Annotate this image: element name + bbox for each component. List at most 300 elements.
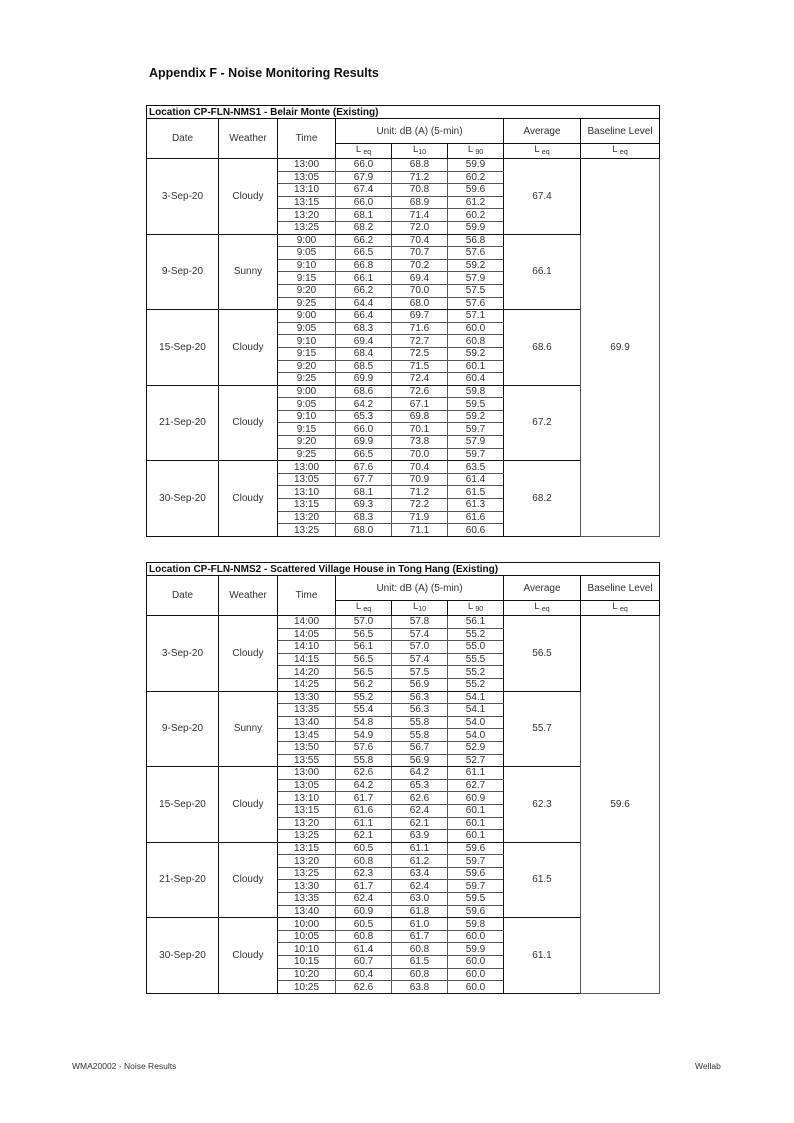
l10-cell: 71.9 [392, 511, 448, 524]
leq-cell: 60.9 [336, 905, 392, 918]
time-cell: 9:20 [278, 284, 336, 297]
l10-cell: 63.0 [392, 893, 448, 906]
l90-cell: 63.5 [448, 461, 504, 474]
weather-cell: Sunny [219, 691, 278, 767]
leq-cell: 66.2 [336, 284, 392, 297]
leq-cell: 56.2 [336, 678, 392, 691]
subheader-leq: L $_{eq}$ [336, 601, 392, 616]
l90-cell: 59.9 [448, 159, 504, 172]
time-cell: 13:45 [278, 729, 336, 742]
l90-cell: 61.2 [448, 196, 504, 209]
leq-cell: 55.8 [336, 754, 392, 767]
average-cell: 68.2 [504, 461, 581, 537]
leq-cell: 56.1 [336, 641, 392, 654]
leq-cell: 66.0 [336, 196, 392, 209]
subheader-leq: L $_{eq}$ [336, 144, 392, 159]
leq-cell: 68.0 [336, 524, 392, 537]
l90-cell: 61.5 [448, 486, 504, 499]
time-cell: 9:00 [278, 310, 336, 323]
subheader-l10: $L_{10}$ [392, 601, 448, 616]
l90-cell: 57.6 [448, 297, 504, 310]
leq-cell: 54.8 [336, 716, 392, 729]
l10-cell: 70.8 [392, 184, 448, 197]
time-cell: 9:25 [278, 448, 336, 461]
time-cell: 9:10 [278, 335, 336, 348]
l10-cell: 71.2 [392, 486, 448, 499]
leq-cell: 60.4 [336, 968, 392, 981]
l10-cell: 57.4 [392, 653, 448, 666]
l10-cell: 61.2 [392, 855, 448, 868]
leq-cell: 64.2 [336, 779, 392, 792]
leq-cell: 62.3 [336, 867, 392, 880]
time-cell: 13:00 [278, 767, 336, 780]
header-baseline: Baseline Level [581, 576, 660, 601]
leq-cell: 60.5 [336, 918, 392, 931]
l90-cell: 60.9 [448, 792, 504, 805]
l90-cell: 60.0 [448, 956, 504, 969]
l10-cell: 72.5 [392, 347, 448, 360]
leq-cell: 64.2 [336, 398, 392, 411]
time-cell: 13:05 [278, 473, 336, 486]
weather-cell: Cloudy [219, 310, 278, 386]
l90-cell: 60.1 [448, 817, 504, 830]
time-cell: 14:05 [278, 628, 336, 641]
leq-cell: 54.9 [336, 729, 392, 742]
l90-cell: 55.2 [448, 666, 504, 679]
l90-cell: 59.9 [448, 221, 504, 234]
leq-cell: 68.3 [336, 511, 392, 524]
l10-cell: 57.5 [392, 666, 448, 679]
leq-cell: 62.6 [336, 767, 392, 780]
time-cell: 13:25 [278, 830, 336, 843]
l10-cell: 61.1 [392, 842, 448, 855]
time-cell: 10:15 [278, 956, 336, 969]
leq-cell: 65.3 [336, 410, 392, 423]
l90-cell: 54.0 [448, 716, 504, 729]
l10-cell: 69.8 [392, 410, 448, 423]
leq-cell: 68.6 [336, 385, 392, 398]
leq-cell: 57.0 [336, 616, 392, 629]
average-cell: 55.7 [504, 691, 581, 767]
l10-cell: 61.8 [392, 905, 448, 918]
leq-cell: 66.5 [336, 448, 392, 461]
l10-cell: 55.8 [392, 729, 448, 742]
l10-cell: 57.0 [392, 641, 448, 654]
time-cell: 13:35 [278, 893, 336, 906]
leq-cell: 60.7 [336, 956, 392, 969]
date-cell: 3-Sep-20 [147, 159, 219, 235]
time-cell: 13:20 [278, 817, 336, 830]
l10-cell: 69.7 [392, 310, 448, 323]
l90-cell: 60.0 [448, 968, 504, 981]
l90-cell: 52.9 [448, 741, 504, 754]
l90-cell: 59.7 [448, 423, 504, 436]
l10-cell: 68.8 [392, 159, 448, 172]
l90-cell: 61.4 [448, 473, 504, 486]
l90-cell: 59.8 [448, 918, 504, 931]
l10-cell: 63.9 [392, 830, 448, 843]
l10-cell: 62.1 [392, 817, 448, 830]
leq-cell: 56.5 [336, 628, 392, 641]
l90-cell: 61.1 [448, 767, 504, 780]
leq-cell: 67.9 [336, 171, 392, 184]
time-cell: 13:25 [278, 867, 336, 880]
l10-cell: 71.5 [392, 360, 448, 373]
time-cell: 13:05 [278, 779, 336, 792]
l90-cell: 61.6 [448, 511, 504, 524]
l10-cell: 55.8 [392, 716, 448, 729]
table-row [147, 159, 660, 172]
l90-cell: 59.7 [448, 880, 504, 893]
date-cell: 9-Sep-20 [147, 234, 219, 310]
l10-cell: 61.5 [392, 956, 448, 969]
leq-cell: 56.5 [336, 653, 392, 666]
time-cell: 13:55 [278, 754, 336, 767]
time-cell: 13:10 [278, 792, 336, 805]
l90-cell: 57.6 [448, 247, 504, 260]
page-title: Appendix F - Noise Monitoring Results [149, 66, 379, 80]
time-cell: 13:20 [278, 855, 336, 868]
l10-cell: 65.3 [392, 779, 448, 792]
date-cell: 9-Sep-20 [147, 691, 219, 767]
date-cell: 30-Sep-20 [147, 918, 219, 994]
time-cell: 10:25 [278, 981, 336, 994]
date-cell: 15-Sep-20 [147, 310, 219, 386]
l90-cell: 54.0 [448, 729, 504, 742]
l90-cell: 57.1 [448, 310, 504, 323]
l90-cell: 54.1 [448, 691, 504, 704]
l90-cell: 59.6 [448, 184, 504, 197]
l90-cell: 59.6 [448, 905, 504, 918]
l90-cell: 55.2 [448, 678, 504, 691]
l10-cell: 72.6 [392, 385, 448, 398]
leq-cell: 69.9 [336, 373, 392, 386]
l10-cell: 56.9 [392, 678, 448, 691]
l10-cell: 64.2 [392, 767, 448, 780]
time-cell: 13:00 [278, 159, 336, 172]
l90-cell: 56.8 [448, 234, 504, 247]
l10-cell: 56.9 [392, 754, 448, 767]
time-cell: 13:20 [278, 511, 336, 524]
time-cell: 9:25 [278, 373, 336, 386]
l90-cell: 59.6 [448, 867, 504, 880]
time-cell: 13:05 [278, 171, 336, 184]
l90-cell: 52.7 [448, 754, 504, 767]
subheader-baseline-leq: L $_{eq}$ [581, 144, 660, 159]
table-body [147, 616, 660, 994]
noise-table-nms2 [146, 562, 660, 994]
average-cell: 62.3 [504, 767, 581, 843]
weather-cell: Cloudy [219, 385, 278, 461]
subheader-l10: $L_{10}$ [392, 144, 448, 159]
time-cell: 9:10 [278, 410, 336, 423]
l10-cell: 67.1 [392, 398, 448, 411]
l10-cell: 60.8 [392, 968, 448, 981]
footer-document-ref: WMA20002 - Noise Results [72, 1061, 177, 1071]
time-cell: 9:15 [278, 347, 336, 360]
time-cell: 13:35 [278, 704, 336, 717]
average-cell: 61.1 [504, 918, 581, 994]
l10-cell: 71.4 [392, 209, 448, 222]
weather-cell: Sunny [219, 234, 278, 310]
l10-cell: 70.0 [392, 448, 448, 461]
leq-cell: 61.1 [336, 817, 392, 830]
time-cell: 13:15 [278, 804, 336, 817]
l90-cell: 60.1 [448, 360, 504, 373]
time-cell: 10:00 [278, 918, 336, 931]
l90-cell: 59.2 [448, 347, 504, 360]
l10-cell: 61.0 [392, 918, 448, 931]
time-cell: 9:05 [278, 322, 336, 335]
time-cell: 13:00 [278, 461, 336, 474]
l10-cell: 71.6 [392, 322, 448, 335]
weather-cell: Cloudy [219, 767, 278, 843]
l10-cell: 70.4 [392, 234, 448, 247]
l10-cell: 70.9 [392, 473, 448, 486]
time-cell: 10:20 [278, 968, 336, 981]
l90-cell: 59.7 [448, 855, 504, 868]
header-weather: Weather [219, 576, 278, 616]
leq-cell: 60.5 [336, 842, 392, 855]
time-cell: 13:50 [278, 741, 336, 754]
time-cell: 9:00 [278, 234, 336, 247]
l90-cell: 60.1 [448, 804, 504, 817]
average-cell: 56.5 [504, 616, 581, 692]
time-cell: 10:05 [278, 930, 336, 943]
l10-cell: 72.0 [392, 221, 448, 234]
leq-cell: 67.7 [336, 473, 392, 486]
l90-cell: 60.0 [448, 981, 504, 994]
l10-cell: 73.8 [392, 436, 448, 449]
leq-cell: 68.1 [336, 209, 392, 222]
header-weather: Weather [219, 119, 278, 159]
header-baseline: Baseline Level [581, 119, 660, 144]
weather-cell: Cloudy [219, 461, 278, 537]
subheader-baseline-leq: L $_{eq}$ [581, 601, 660, 616]
time-cell: 9:05 [278, 247, 336, 260]
leq-cell: 61.7 [336, 880, 392, 893]
leq-cell: 60.8 [336, 930, 392, 943]
header-date: Date [147, 119, 219, 159]
l10-cell: 56.3 [392, 704, 448, 717]
leq-cell: 68.2 [336, 221, 392, 234]
l10-cell: 72.4 [392, 373, 448, 386]
leq-cell: 55.2 [336, 691, 392, 704]
l90-cell: 59.5 [448, 893, 504, 906]
l10-cell: 72.7 [392, 335, 448, 348]
l10-cell: 70.0 [392, 284, 448, 297]
leq-cell: 67.6 [336, 461, 392, 474]
time-cell: 9:25 [278, 297, 336, 310]
l10-cell: 71.1 [392, 524, 448, 537]
time-cell: 13:20 [278, 209, 336, 222]
l90-cell: 62.7 [448, 779, 504, 792]
leq-cell: 67.4 [336, 184, 392, 197]
table-row [147, 616, 660, 629]
header-average: Average [504, 119, 581, 144]
date-cell: 21-Sep-20 [147, 385, 219, 461]
time-cell: 9:10 [278, 259, 336, 272]
time-cell: 13:10 [278, 184, 336, 197]
leq-cell: 62.6 [336, 981, 392, 994]
subheader-l90: L $_{90}$ [448, 144, 504, 159]
header-unit: Unit: dB (A) (5-min) [336, 119, 504, 144]
header-time: Time [278, 119, 336, 159]
leq-cell: 61.6 [336, 804, 392, 817]
time-cell: 13:25 [278, 524, 336, 537]
weather-cell: Cloudy [219, 616, 278, 692]
l90-cell: 60.8 [448, 335, 504, 348]
subheader-l90: L $_{90}$ [448, 601, 504, 616]
location-title: Location CP-FLN-NMS1 - Belair Monte (Existing) [147, 106, 660, 119]
leq-cell: 56.5 [336, 666, 392, 679]
l10-cell: 70.4 [392, 461, 448, 474]
leq-cell: 69.9 [336, 436, 392, 449]
time-cell: 14:00 [278, 616, 336, 629]
date-cell: 15-Sep-20 [147, 767, 219, 843]
l10-cell: 60.8 [392, 943, 448, 956]
average-cell: 68.6 [504, 310, 581, 386]
l90-cell: 59.5 [448, 398, 504, 411]
time-cell: 13:30 [278, 691, 336, 704]
time-cell: 13:30 [278, 880, 336, 893]
l10-cell: 70.7 [392, 247, 448, 260]
l10-cell: 72.2 [392, 499, 448, 512]
leq-cell: 62.1 [336, 830, 392, 843]
date-cell: 30-Sep-20 [147, 461, 219, 537]
leq-cell: 66.2 [336, 234, 392, 247]
l90-cell: 60.2 [448, 171, 504, 184]
leq-cell: 60.8 [336, 855, 392, 868]
l10-cell: 68.9 [392, 196, 448, 209]
leq-cell: 66.4 [336, 310, 392, 323]
l90-cell: 60.6 [448, 524, 504, 537]
average-cell: 67.4 [504, 159, 581, 235]
l10-cell: 57.4 [392, 628, 448, 641]
time-cell: 13:15 [278, 196, 336, 209]
l90-cell: 55.5 [448, 653, 504, 666]
time-cell: 9:05 [278, 398, 336, 411]
header-average: Average [504, 576, 581, 601]
leq-cell: 68.5 [336, 360, 392, 373]
leq-cell: 69.4 [336, 335, 392, 348]
l10-cell: 62.6 [392, 792, 448, 805]
l90-cell: 60.0 [448, 322, 504, 335]
header-time: Time [278, 576, 336, 616]
time-cell: 14:25 [278, 678, 336, 691]
l90-cell: 60.1 [448, 830, 504, 843]
l90-cell: 57.9 [448, 436, 504, 449]
l10-cell: 63.8 [392, 981, 448, 994]
l90-cell: 57.5 [448, 284, 504, 297]
header-unit: Unit: dB (A) (5-min) [336, 576, 504, 601]
leq-cell: 69.3 [336, 499, 392, 512]
leq-cell: 68.1 [336, 486, 392, 499]
time-cell: 14:15 [278, 653, 336, 666]
time-cell: 9:15 [278, 423, 336, 436]
baseline-cell: 59.6 [581, 616, 660, 994]
l10-cell: 69.4 [392, 272, 448, 285]
l10-cell: 70.1 [392, 423, 448, 436]
time-cell: 9:20 [278, 436, 336, 449]
leq-cell: 66.0 [336, 159, 392, 172]
l90-cell: 60.0 [448, 930, 504, 943]
time-cell: 13:15 [278, 842, 336, 855]
time-cell: 14:20 [278, 666, 336, 679]
time-cell: 13:10 [278, 486, 336, 499]
l90-cell: 60.4 [448, 373, 504, 386]
time-cell: 13:25 [278, 221, 336, 234]
l90-cell: 60.2 [448, 209, 504, 222]
weather-cell: Cloudy [219, 918, 278, 994]
average-cell: 61.5 [504, 842, 581, 918]
l90-cell: 59.7 [448, 448, 504, 461]
l90-cell: 61.3 [448, 499, 504, 512]
leq-cell: 57.6 [336, 741, 392, 754]
leq-cell: 61.7 [336, 792, 392, 805]
l90-cell: 59.2 [448, 410, 504, 423]
location-title: Location CP-FLN-NMS2 - Scattered Village House in Tong Hang (Existing) [147, 563, 660, 576]
baseline-cell: 69.9 [581, 159, 660, 537]
leq-cell: 66.1 [336, 272, 392, 285]
date-cell: 3-Sep-20 [147, 616, 219, 692]
l90-cell: 59.6 [448, 842, 504, 855]
leq-cell: 66.8 [336, 259, 392, 272]
average-cell: 67.2 [504, 385, 581, 461]
time-cell: 9:20 [278, 360, 336, 373]
average-cell: 66.1 [504, 234, 581, 310]
l10-cell: 61.7 [392, 930, 448, 943]
time-cell: 13:15 [278, 499, 336, 512]
leq-cell: 68.4 [336, 347, 392, 360]
subheader-average-leq: L $_{eq}$ [504, 601, 581, 616]
table-body [147, 159, 660, 537]
l10-cell: 57.8 [392, 616, 448, 629]
l90-cell: 57.9 [448, 272, 504, 285]
l90-cell: 54.1 [448, 704, 504, 717]
time-cell: 13:40 [278, 905, 336, 918]
leq-cell: 66.0 [336, 423, 392, 436]
l10-cell: 68.0 [392, 297, 448, 310]
leq-cell: 55.4 [336, 704, 392, 717]
leq-cell: 61.4 [336, 943, 392, 956]
l10-cell: 56.7 [392, 741, 448, 754]
leq-cell: 66.5 [336, 247, 392, 260]
leq-cell: 64.4 [336, 297, 392, 310]
footer-company: Wellab [695, 1061, 721, 1071]
time-cell: 13:40 [278, 716, 336, 729]
time-cell: 9:00 [278, 385, 336, 398]
time-cell: 10:10 [278, 943, 336, 956]
l10-cell: 62.4 [392, 880, 448, 893]
l90-cell: 59.8 [448, 385, 504, 398]
l90-cell: 55.0 [448, 641, 504, 654]
time-cell: 14:10 [278, 641, 336, 654]
l10-cell: 70.2 [392, 259, 448, 272]
subheader-average-leq: L $_{eq}$ [504, 144, 581, 159]
weather-cell: Cloudy [219, 842, 278, 918]
l90-cell: 59.2 [448, 259, 504, 272]
leq-cell: 62.4 [336, 893, 392, 906]
l10-cell: 71.2 [392, 171, 448, 184]
date-cell: 21-Sep-20 [147, 842, 219, 918]
l90-cell: 56.1 [448, 616, 504, 629]
time-cell: 9:15 [278, 272, 336, 285]
weather-cell: Cloudy [219, 159, 278, 235]
l90-cell: 55.2 [448, 628, 504, 641]
noise-table-nms1 [146, 105, 660, 537]
leq-cell: 68.3 [336, 322, 392, 335]
